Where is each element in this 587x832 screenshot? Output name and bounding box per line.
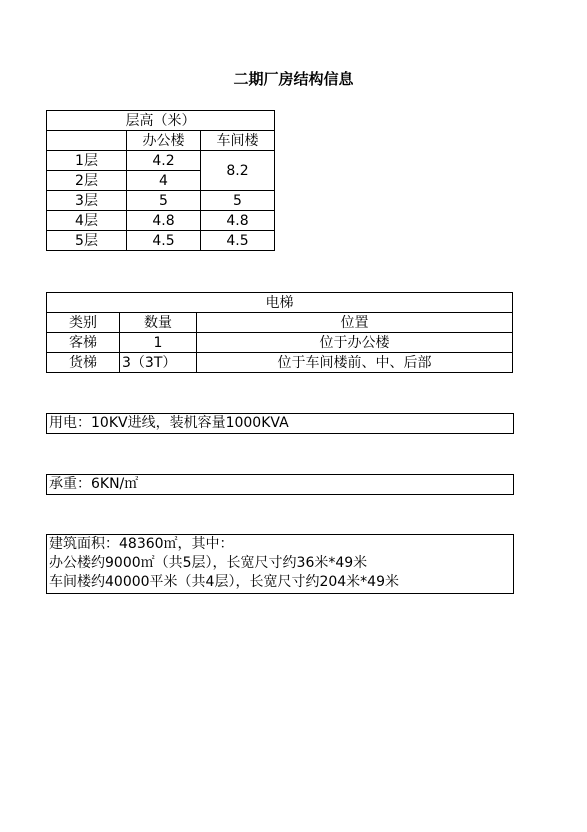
workshop-height: 4.5 [201,231,275,251]
area-line-total: 建筑面积：48360㎡，其中： [49,536,234,552]
office-height: 4.2 [127,151,201,171]
elevator-count: 1 [120,333,197,353]
workshop-height: 5 [201,191,275,211]
table-row [47,333,513,353]
elevator-type: 客梯 [47,333,120,353]
table-row [47,353,513,373]
floor-label: 5层 [47,231,127,251]
table-row [47,191,275,211]
elevator-table [46,292,513,373]
office-height: 4.5 [127,231,201,251]
table-row [47,231,275,251]
elevator-location: 位于车间楼前、中、后部 [197,353,513,373]
office-height: 4.8 [127,211,201,231]
col-header-office: 办公楼 [127,131,201,151]
empty-header-cell [47,131,127,151]
col-header-count: 数量 [120,313,197,333]
col-header-location: 位置 [197,313,513,333]
office-height: 5 [127,191,201,211]
area-line-office: 办公楼约9000㎡（共5层），长宽尺寸约36米*49米 [49,555,368,571]
floor-label: 1层 [47,151,127,171]
table-row [47,293,513,313]
area-line-workshop: 车间楼约40000平米（共4层），长宽尺寸约204米*49米 [49,574,399,590]
load-info: 承重：6KN/㎡ [46,474,514,495]
area-info [46,534,514,594]
office-height: 4 [127,171,201,191]
power-info: 用电：10KV进线，装机容量1000KVA [46,413,514,434]
workshop-height-merged: 8.2 [201,151,275,191]
elevator-count: 3（3T） [120,353,197,373]
floor-label: 2层 [47,171,127,191]
elevator-caption: 电梯 [47,293,513,313]
table-row [47,111,275,131]
table-row [47,151,275,171]
col-header-workshop: 车间楼 [201,131,275,151]
floor-label: 4层 [47,211,127,231]
elevator-type: 货梯 [47,353,120,373]
floor-label: 3层 [47,191,127,211]
table-header-row [47,313,513,333]
elevator-location: 位于办公楼 [197,333,513,353]
floor-height-caption: 层高（米） [47,111,275,131]
table-header-row [47,131,275,151]
floor-height-table [46,110,275,251]
table-row [47,211,275,231]
col-header-type: 类别 [47,313,120,333]
page-title: 二期厂房结构信息 [233,70,354,88]
workshop-height: 4.8 [201,211,275,231]
